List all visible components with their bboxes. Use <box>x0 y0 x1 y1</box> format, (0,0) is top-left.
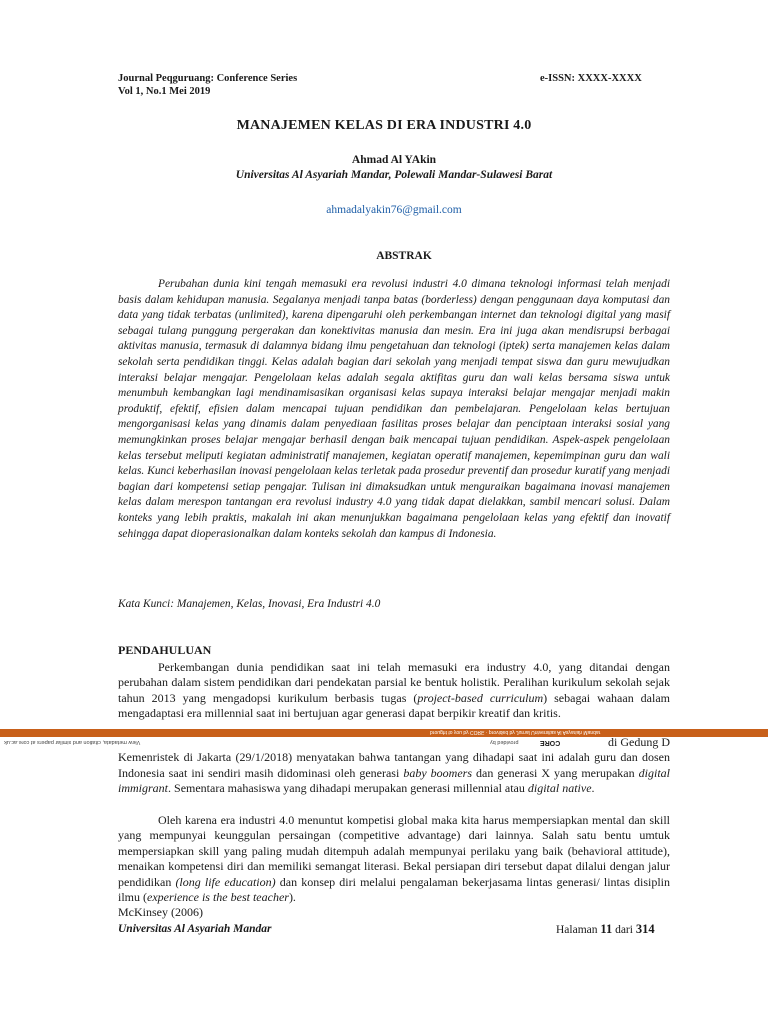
abstract-heading: ABSTRAK <box>376 250 432 262</box>
p2-right-fragment: di Gedung D <box>608 735 670 749</box>
intro-paragraph-2 <box>118 735 670 797</box>
p1-text-b: ) sebagai wahaan dalam mengadaptasi era millennial saat ini bertujuan agar generasi dapat berpikir kreatif dan kritis. <box>118 690 670 721</box>
core-banner-text: brought to you by CORE · provided by Jurnal Universitas Al Asyariah Mandar <box>430 729 601 735</box>
footer-page-current: 11 <box>600 922 613 936</box>
p3-text-a: Oleh karena era industri 4.0 menuntut kompetisi global maka kita harus mempersiapkan mental dan skill yang mempunyai keunggulan persaingan (competitive advantage) dari lainnya. Salah satu bentu umtuk mempersiapkan skill yang paling mudah ditempuh adalah mempunyai perilaku yang baik (behavioral attitude), menaikan kompetensi diri dan memiliki semangat literasi. Bekal persiapan diri tersebut dapat dilalui dengan jalur pendidikan <box>118 813 670 889</box>
p3-em-long-life: (long life education) <box>175 874 276 889</box>
core-metadata-link[interactable]: View metadata, citation and similar papers at core.ac.uk <box>4 739 141 745</box>
intro-paragraph-1 <box>118 660 670 722</box>
p2-em-digital-native: digital native <box>527 781 592 796</box>
journal-header-left <box>118 72 297 98</box>
author-email-link[interactable]: ahmadalyakin76@gmail.com <box>326 204 462 216</box>
author-name: Ahmad Al YAkin <box>351 154 437 166</box>
p2-text-a: Kemenristek di Jakarta (29/1/2018) menyatakan bahwa tantangan yang dihadapi saat ini adalah guru dan dosen Indonesia saat ini sendiri masih didominasi oleh generasi <box>118 750 670 780</box>
footer-page-number <box>556 922 655 937</box>
p1-em-project-based: project-based curriculum <box>417 690 544 705</box>
p2-em-digital-immigrant: digital immigrant <box>118 765 670 796</box>
p2-text-d: . <box>591 781 595 796</box>
abstract-keywords: Kata Kunci: Manajemen, Kelas, Inovasi, Era Industri 4.0 <box>118 598 381 610</box>
footer-page-mid: dari <box>612 924 636 936</box>
abstract-text: Perubahan dunia kini tengah memasuki era revolusi industri 4.0 dimana teknologi informasi telah menjadi basis dalam kehidupan manusia. Segalanya menjadi tanpa batas (borderless) dengan penggunaan daya komputasi dan data yang tidak terbatas (unlimited), karena dipengaruhi oleh perkembangan internet dan teknologi digital yang masif sebagai tulang punggung pergerakan dan konektivitas manusia dan mesin. Era ini juga akan mendisrupsi berbagai aktivitas manusia, termasuk di dalamnya bidang ilmu pengetahuan dan teknologi (iptek) serta manajemen kelas dalam sekolah serta pendidikan tinggi. Kelas adalah bagian dari sekolah yang menjadi tempat siswa dan guru mewujudkan interaksi belajar mengajar. Pengelolaan kelas adalah segala aktifitas guru dan wali kelas bersama siswa untuk menumbuh kembangkan lagi mendinamisasikan organisasi kelas supaya interaksi belajar mengajar menjadi makin produktif, efektif, efisien dalam mencapai tujuan pendidikan dan pembelajaran. Pengelolaan kelas bertujuan mengorganisasi kelas yang dinamis dalam penyediaan fasilitas proses belajar dan penciptaan interaksi sosial yang memungkinkan proses belajar mengajar berhasil dengan baik mencapai tujuan pendidikan. Aspek-aspek pengelolaan kelas tersebut meliputi kegiatan administratif manajemen, kegiatan operatif manajemen, kepemimpinan guru dan wali kelas. Kunci keberhasilan inovasi pengelolaan kelas terletak pada prosedur preventif dan prosedur kuratif yang menjadi bagian dari kompetensi setiap pengajar. Tulisan ini dimaksudkan untuk menguraikan bagaimana inovasi manajemen kelas dalam merespon tantangan era revolusi industry 4.0 yang tidak dapat dielakkan, sambil mencari solusi. Dalam konteks yang lebih praktis, makalah ini akan menunjukkan bagaimana pengelolaan kelas yang efektif dan inovatif sehingga dapat dioperasionalkan dalam konteks sekolah dan kampus di Indonesia. <box>118 278 670 540</box>
p2-text-c: . Sementara mahasiswa yang dihadapi merupakan generasi millennial atau <box>168 781 528 796</box>
footer-page-prefix: Halaman <box>556 924 601 936</box>
p3-last-line: McKinsey (2006) <box>118 905 203 920</box>
core-logo[interactable]: CORE <box>540 739 561 746</box>
p3-text-c: ). <box>288 890 296 905</box>
journal-name: Journal Peqguruang: Conference Series <box>118 73 298 84</box>
p2-em-baby-boomers: baby boomers <box>403 765 472 780</box>
p3-text-b: dan konsep diri melalui pengalaman bekerjasama lintas generasi/ lintas disiplin ilmu ( <box>118 874 670 905</box>
p3-em-experience: experience is the best teacher <box>147 890 289 905</box>
section-heading-pendahuluan: PENDAHULUAN <box>118 643 212 657</box>
author-affiliation: Universitas Al Asyariah Mandar, Polewali Mandar-Sulawesi Barat <box>235 169 553 181</box>
footer-university: Universitas Al Asyariah Mandar <box>118 923 272 935</box>
intro-paragraph-3 <box>118 813 670 921</box>
article-title: MANAJEMEN KELAS DI ERA INDUSTRI 4.0 <box>236 118 532 133</box>
core-provided-by: provided by <box>490 739 519 745</box>
p2-text-b: dan generasi X yang merupakan <box>472 765 639 780</box>
footer-page-total: 314 <box>635 922 655 936</box>
journal-volume: Vol 1, No.1 Mei 2019 <box>118 86 211 97</box>
journal-issn: e-ISSN: XXXX-XXXX <box>540 73 642 84</box>
p1-text-a: Perkembangan dunia pendidikan saat ini telah memasuki era industry 4.0, yang ditandai dengan perubahan dalam sistem pendidikan dari pendekatan parsial ke bentuk holistik. Peralihan kurikulum sekolah sejak tahun 2013 yang mengadopsi kurikulum berbasis tugas ( <box>118 660 670 705</box>
